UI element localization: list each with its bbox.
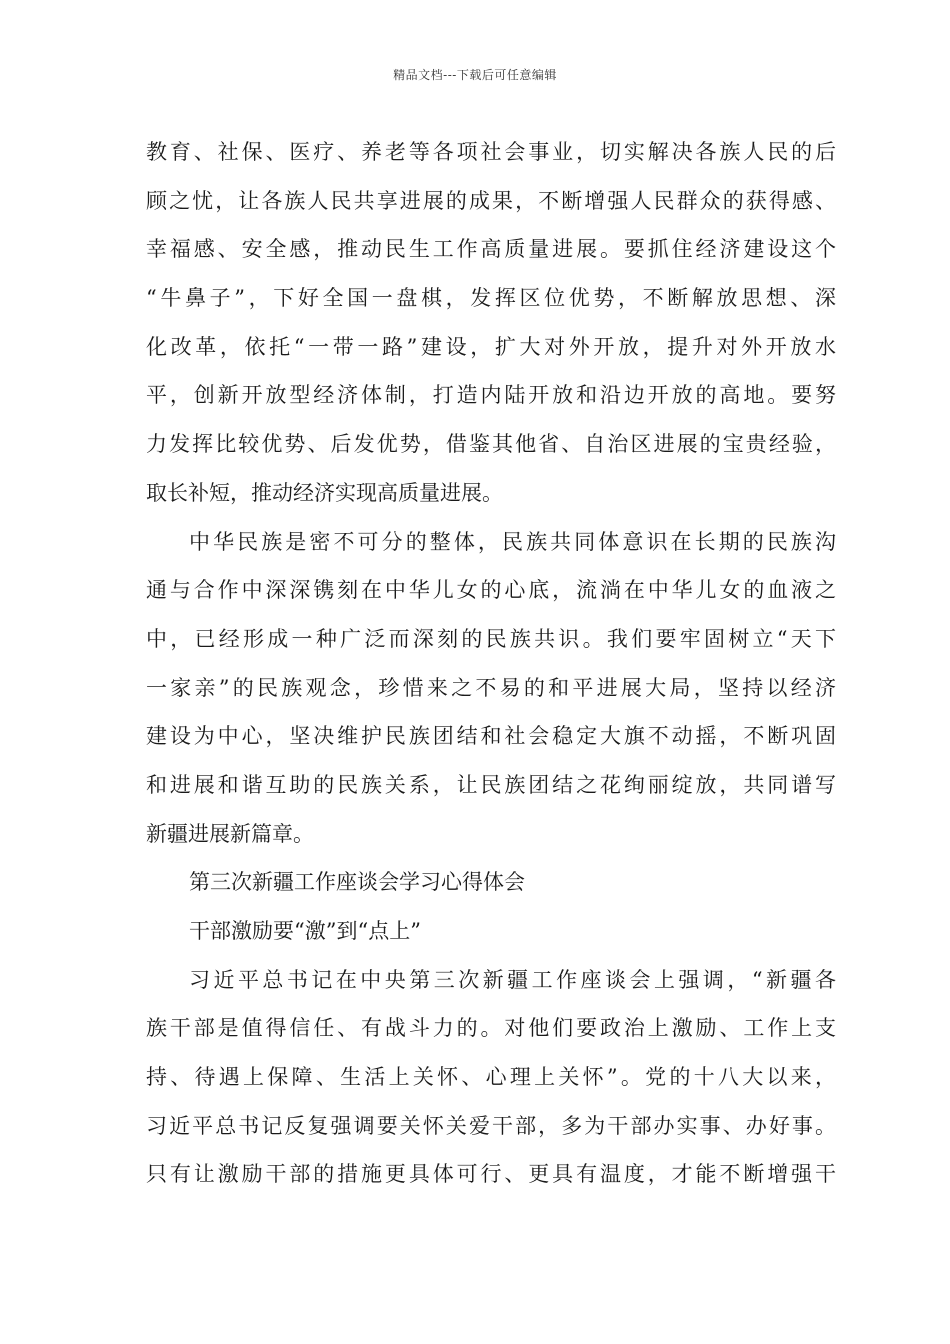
text-line: 建设为中心，坚决维护民族团结和社会稳定大旗不动摇，不断巩固: [146, 724, 836, 749]
text-line: 幸福感、安全感，推动民生工作高质量进展。要抓住经济建设这个: [146, 237, 836, 262]
section-title: 第三次新疆工作座谈会学习心得体会: [189, 870, 525, 895]
text-line: 中，已经形成一种广泛而深刻的民族共识。我们要牢固树立“天下: [146, 626, 836, 651]
text-line: 只有让激励干部的措施更具体可行、更具有温度，才能不断增强干: [146, 1162, 836, 1187]
document-body: [146, 128, 836, 1199]
text-line: 化改革，依托“一带一路”建设，扩大对外开放，提升对外开放水: [146, 334, 836, 359]
page-header: 精品文档---下载后可任意编辑: [393, 68, 557, 82]
text-line: 新疆进展新篇章。: [146, 821, 314, 846]
text-line: 力发挥比较优势、后发优势，借鉴其他省、自治区进展的宝贵经验，: [146, 432, 836, 457]
paragraph-first-line: 中华民族是密不可分的整体，民族共同体意识在长期的民族沟: [189, 529, 836, 554]
paragraph-first-line: 习近平总书记在中央第三次新疆工作座谈会上强调，“新疆各: [189, 967, 836, 992]
text-line: 和进展和谐互助的民族关系，让民族团结之花绚丽绽放，共同谱写: [146, 772, 836, 797]
text-line: 平，创新开放型经济体制，打造内陆开放和沿边开放的高地。要努: [146, 383, 836, 408]
text-line: 一家亲”的民族观念，珍惜来之不易的和平进展大局，坚持以经济: [146, 675, 836, 700]
text-line: 取长补短，推动经济实现高质量进展。: [146, 480, 503, 505]
text-line: “牛鼻子”，下好全国一盘棋，发挥区位优势，不断解放思想、深: [146, 286, 836, 311]
text-line: 顾之忧，让各族人民共享进展的成果，不断增强人民群众的获得感、: [146, 188, 836, 213]
text-line: 族干部是值得信任、有战斗力的。对他们要政治上激励、工作上支: [146, 1016, 836, 1041]
text-line: 教育、社保、医疗、养老等各项社会事业，切实解决各族人民的后: [146, 140, 836, 164]
text-line: 持、待遇上保障、生活上关怀、心理上关怀”。党的十八大以来，: [146, 1065, 836, 1090]
text-line: 习近平总书记反复强调要关怀关爱干部，多为干部办实事、办好事。: [146, 1113, 836, 1138]
text-line: 通与合作中深深镌刻在中华儿女的心底，流淌在中华儿女的血液之: [146, 578, 836, 603]
section-subtitle: 干部激励要“激”到“点上”: [189, 919, 421, 943]
